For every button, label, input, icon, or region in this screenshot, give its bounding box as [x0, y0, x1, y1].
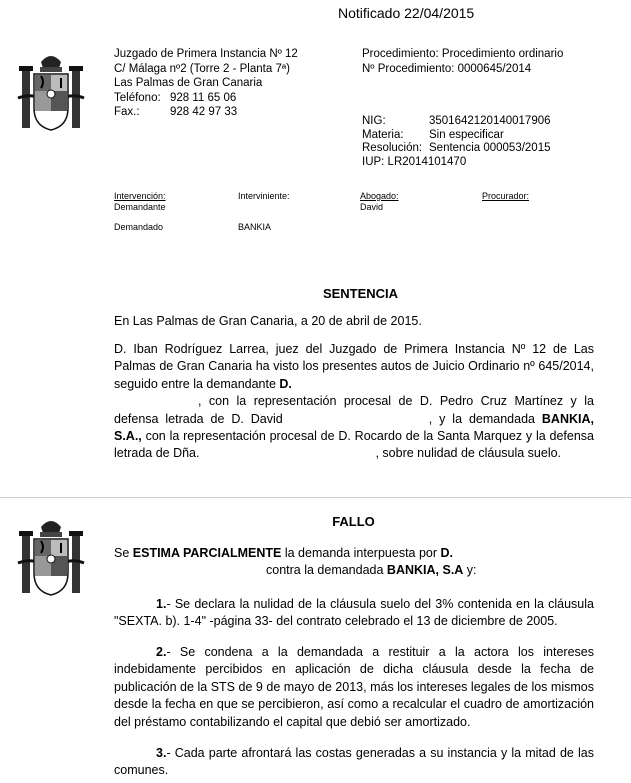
item-number: 1.	[156, 597, 167, 611]
court-name: Juzgado de Primera Instancia Nº 12	[114, 48, 298, 60]
body-part-4: con la representación procesal de D. Rocardo de la Santa Marquez y la defensa letrada de Dña.	[114, 429, 594, 461]
header-intervencion: Intervención:	[114, 191, 166, 201]
procedure-type: Procedimiento: Procedimiento ordinario	[362, 48, 564, 60]
phone-label: Teléfono:	[114, 91, 161, 104]
resolucion-row	[362, 142, 551, 156]
materia-row	[362, 129, 551, 143]
court-fax	[114, 105, 298, 120]
sentencia-title: SENTENCIA	[322, 286, 399, 301]
party-lawyer-plaintiff: David	[360, 202, 384, 212]
body-part-5: , sobre nulidad de cláusula suelo.	[375, 446, 562, 461]
item-text: - Cada parte afrontará las costas generadas a su instancia y la mitad de las comunes.	[114, 746, 594, 778]
court-phone	[114, 91, 298, 106]
phone-number: 928 11 65 06	[170, 91, 237, 104]
fallo-item-3	[114, 745, 594, 780]
court-address: C/ Málaga nº2 (Torre 2 - Planta 7ª)	[114, 62, 290, 75]
nig-label: NIG:	[362, 115, 386, 127]
party-role-defendant: Demandado	[114, 222, 164, 232]
fax-number: 928 42 97 33	[170, 106, 238, 119]
plaintiff-name: D.	[279, 376, 292, 391]
sentencia-date: En Las Palmas de Gran Canaria, a 20 de abril de 2015.	[114, 314, 422, 328]
fax-label: Fax.:	[114, 106, 140, 119]
body-part-2: , con la representación procesal de D. Pedro Cruz Martínez y la defensa letrada de D. David	[114, 394, 594, 426]
page-divider	[0, 497, 631, 498]
procedure-info	[362, 47, 563, 76]
fallo-item-2	[114, 644, 594, 731]
item-text: - Se declara la nulidad de la cláusula suelo del 3% contenida en la cláusula "SEXTA. b). 1-4" -página 33- del contrato celebrado el 13 de diciembre de 2005.	[114, 597, 594, 629]
estima-parcialmente: ESTIMA PARCIALMENTE	[132, 546, 282, 560]
intro-part-4: y:	[463, 563, 477, 578]
plaintiff-name: D.	[440, 546, 454, 560]
iup-value: IUP: LR2014101470	[362, 155, 467, 168]
item-number: 2.	[156, 645, 167, 659]
fallo-item-1	[114, 596, 594, 631]
party-role-plaintiff: Demandante	[114, 202, 166, 212]
intro-part-3: contra la demandada	[266, 563, 387, 578]
sentencia-body	[114, 341, 594, 463]
party-name-defendant: BANKIA	[238, 222, 272, 232]
coat-of-arms-icon	[16, 48, 86, 142]
item-number: 3.	[156, 746, 167, 760]
item-text: - Se condena a la demandada a restituir a la actora los intereses indebidamente percibidos en aplicación de dicha cláusula desde la fecha de publicación de la STS de 9 de mayo de 2013, más los intereses legales de los mismos desde la fecha en que se percibieron, así como a recalcular el cuadro de amortización del préstamo contabilizando el capital que debió ser amortizado.	[114, 645, 594, 729]
materia-label: Materia:	[362, 128, 404, 141]
body-part-1: D. Iban Rodríguez Larrea, juez del Juzgado de Primera Instancia Nº 12 de Las Palmas de Gran Canaria ha visto los presentes autos de Juicio Ordinario nº 645/2014, seguido entre la demandante	[114, 342, 594, 391]
fallo-intro	[114, 545, 594, 580]
defendant-name: BANKIA, S.A.,	[114, 411, 594, 444]
header-abogado: Abogado:	[360, 191, 399, 201]
header-interviniente: Interviniente:	[238, 191, 290, 201]
iup-row	[362, 156, 551, 170]
header-procurador: Procurador:	[482, 191, 530, 201]
body-part-3: , y la demandada	[428, 411, 542, 426]
intro-part-1: Se	[114, 546, 133, 560]
resolucion-label: Resolución:	[362, 142, 423, 155]
materia-value: Sin especificar	[429, 128, 504, 141]
nig-row	[362, 115, 551, 129]
case-metadata	[362, 115, 551, 169]
defendant-name: BANKIA, S.A	[386, 563, 464, 578]
fallo-title: FALLO	[332, 514, 375, 529]
procedure-number: Nº Procedimiento: 0000645/2014	[362, 62, 532, 75]
notification-date: Notificado 22/04/2015	[338, 5, 475, 21]
intro-part-2: la demanda interpuesta por	[281, 546, 441, 560]
resolucion-value: Sentencia 000053/2015	[429, 142, 551, 155]
court-city: Las Palmas de Gran Canaria	[114, 77, 263, 90]
court-info	[114, 47, 298, 120]
nig-value: 3501642120140017906	[429, 115, 551, 127]
